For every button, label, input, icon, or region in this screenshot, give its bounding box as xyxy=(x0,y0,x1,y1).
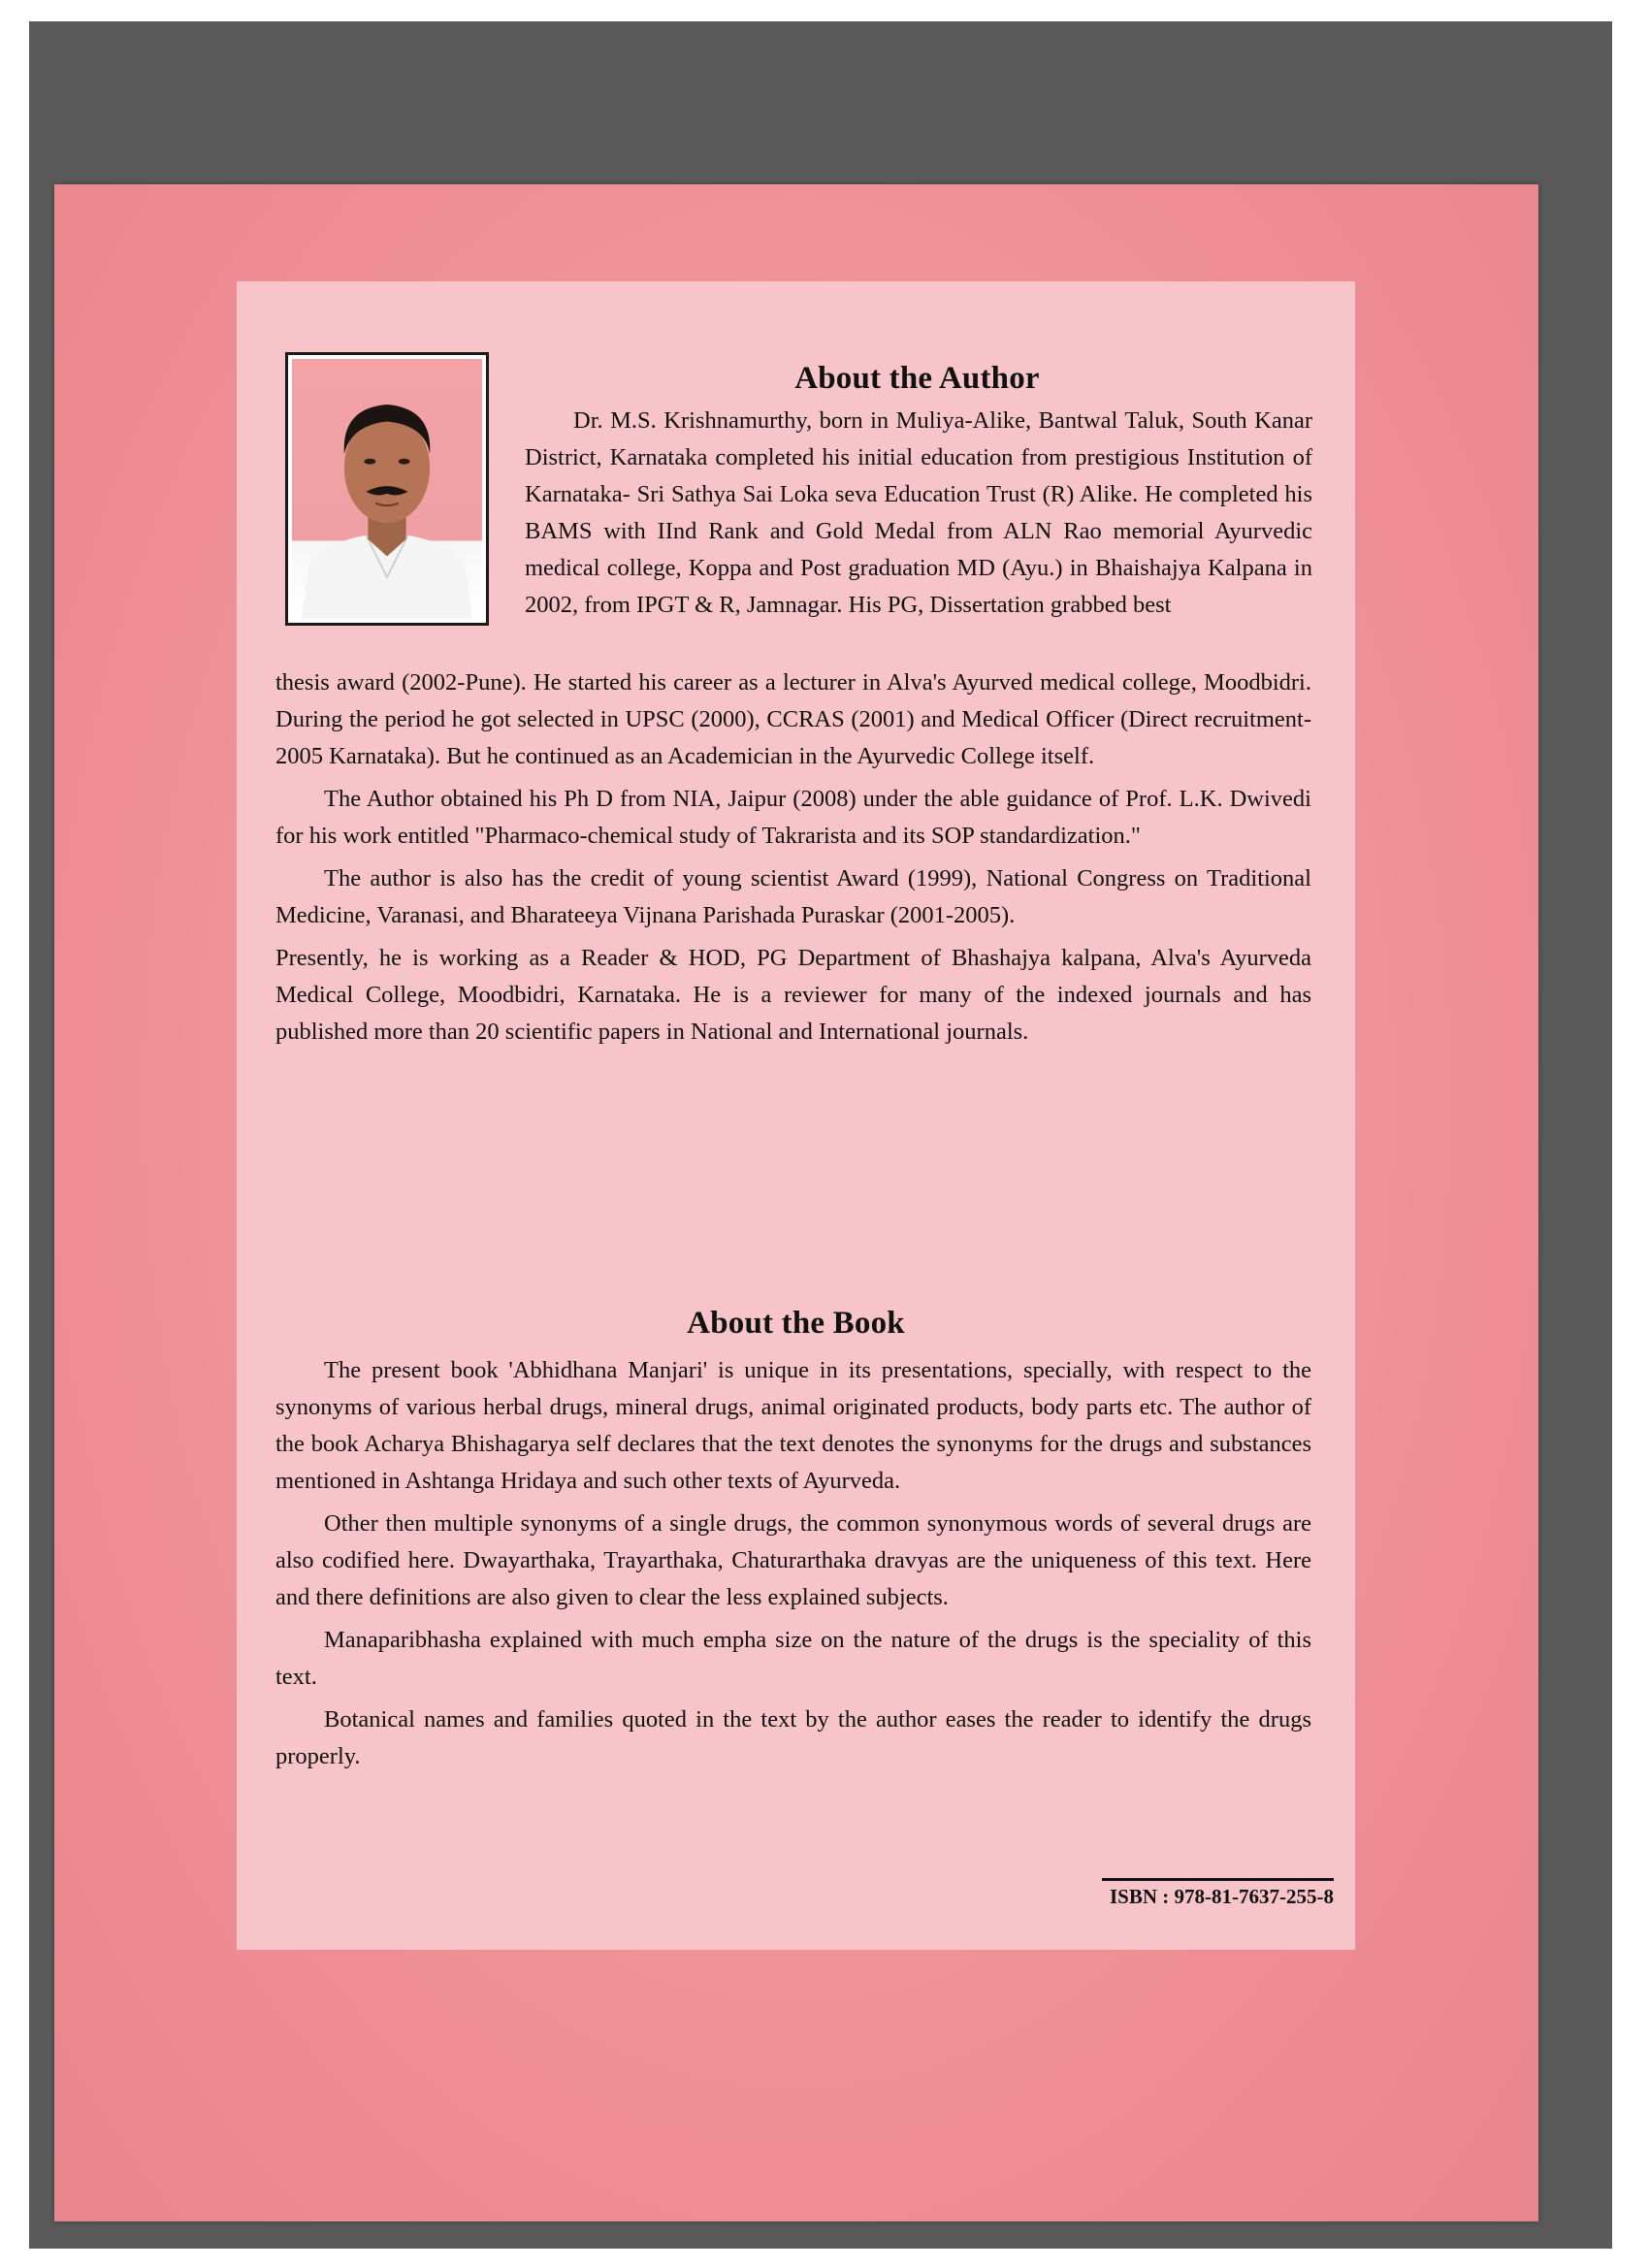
text-panel xyxy=(237,281,1355,1950)
book-paragraph: The present book 'Abhidhana Manjari' is unique in its presentations, specially, with respect to the synonyms of various herbal drugs, mineral drugs, animal originated products, body parts etc. The author of the book Acharya Bhishagarya self declares that the text denotes the synonyms for the drugs and substances mentioned in Ashtanga Hridaya and such other texts of Ayurveda. xyxy=(275,1357,1311,1494)
author-portrait-image xyxy=(292,359,482,619)
author-bio-intro xyxy=(525,403,1312,630)
book-paragraph: Other then multiple synonyms of a single drugs, the common synonymous words of several drugs are also codified here. Dwayarthaka, Trayarthaka, Chaturarthaka dravyas are the uniqueness of this text. Here and there definitions are also given to clear the less explained subjects. xyxy=(275,1510,1311,1610)
author-paragraph-phd: The Author obtained his Ph D from NIA, Jaipur (2008) under the able guidance of Prof. L.K. Dwivedi for his work entitled "Pharmaco-chemical study of Takrarista and its SOP standardization." xyxy=(275,786,1311,849)
author-bio-body xyxy=(275,664,1311,1056)
about-author-heading: About the Author xyxy=(794,361,1040,396)
author-bio-continued: thesis award (2002-Pune). He started his career as a lecturer in Alva's Ayurved medical college, Moodbidri. During the period he got selected in UPSC (2000), CCRAS (2001) and Medical Officer (Direct recruitment-2005 Karnataka). But he continued as an Academician in the Ayurvedic College itself. xyxy=(275,669,1311,769)
book-back-cover xyxy=(54,184,1538,2221)
book-paragraph: Botanical names and families quoted in the text by the author eases the reader to identify the drugs properly. xyxy=(275,1706,1311,1769)
author-photo xyxy=(285,352,489,626)
isbn-label: ISBN : 978-81-7637-255-8 xyxy=(1102,1878,1334,1909)
about-book-heading: About the Book xyxy=(687,1306,905,1341)
author-paragraph-present: Presently, he is working as a Reader & HOD, PG Department of Bhashajya kalpana, Alva's Ayurveda Medical College, Moodbidri, Karnataka. He is a reviewer for many of the indexed journals and has published more than 20 scientific papers in National and International journals. xyxy=(275,945,1311,1045)
author-paragraph-awards: The author is also has the credit of young scientist Award (1999), National Congress on Traditional Medicine, Varanasi, and Bharateeya Vijnana Parishada Puraskar (2001-2005). xyxy=(275,865,1311,928)
book-paragraph: Manaparibhasha explained with much empha size on the nature of the drugs is the speciality of this text. xyxy=(275,1627,1311,1690)
book-description xyxy=(275,1352,1311,1781)
author-bio-intro-text: Dr. M.S. Krishnamurthy, born in Muliya-Alike, Bantwal Taluk, South Kanar District, Karnataka completed his initial education from prestigious Institution of Karnataka- Sri Sathya Sai Loka seva Education Trust (R) Alike. He completed his BAMS with IInd Rank and Gold Medal from ALN Rao memorial Ayurvedic medical college, Koppa and Post graduation MD (Ayu.) in Bhaishajya Kalpana in 2002, from IPGT & R, Jamnagar. His PG, Dissertation grabbed best xyxy=(525,407,1312,618)
